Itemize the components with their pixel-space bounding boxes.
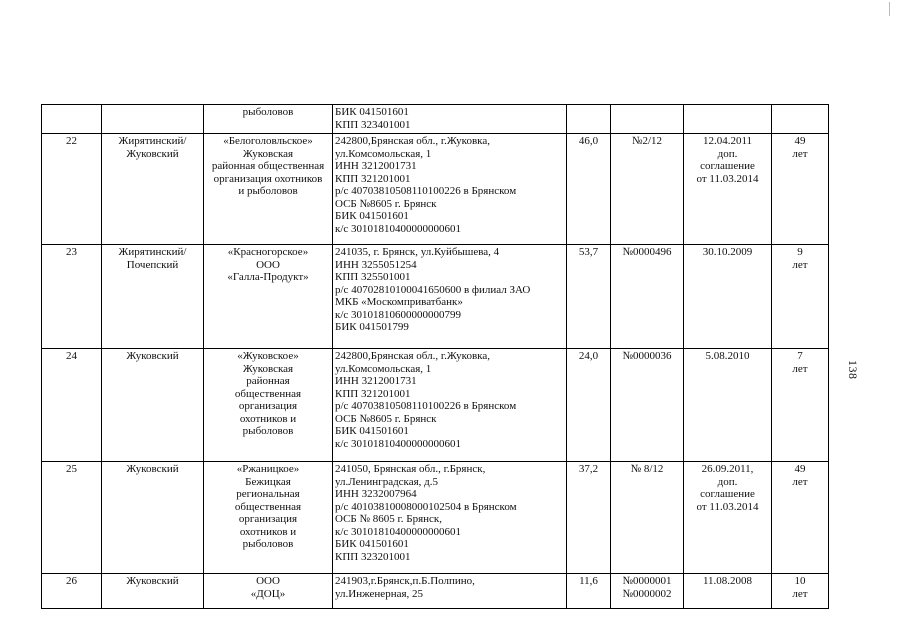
requisites-line: ИНН 3232007964 [335,488,417,500]
date-line: от 11.03.2014 [696,172,759,185]
org-line: и рыболовов [238,185,298,197]
term-line: лет [792,147,808,160]
cell-requisites [333,245,567,349]
table-row [42,134,829,245]
org-line: региональная [236,488,300,500]
area-value: 37,2 [578,463,599,475]
requisites-line: ОСБ № 8605 г. Брянск, [335,513,442,525]
requisites-line: БИК 041501601 [335,210,409,222]
page-edge-mark [889,2,890,16]
district-line: Жуковский [126,147,179,160]
requisites-line: к/с 30101810400000000601 [335,525,462,538]
requisites-line: ОСБ №8605 г. Брянск [335,412,437,425]
date-line: 5.08.2010 [705,350,750,362]
date-line: соглашение [700,488,755,500]
cell-org [204,245,333,349]
cell-doc-no [611,134,684,245]
org-line: охотников и [239,412,297,425]
num-value: 26 [66,575,77,587]
requisites-line: к/с 30101810400000000601 [335,437,462,450]
cell-requisites [333,349,567,462]
org-line: районная общественная [211,160,325,172]
requisites-line: ОСБ №8605 г. Брянск [335,197,437,210]
date-line: 30.10.2009 [702,246,753,258]
num-value: 23 [66,246,77,258]
doc-no-line: №0000036 [622,350,672,362]
term-line: лет [792,362,808,375]
org-line: «Ржаницкое» [236,463,300,475]
cell-area [567,105,611,134]
term-line: 49 [794,463,806,475]
cell-term [772,105,829,134]
cell-date [684,349,772,462]
cell-district [102,245,204,349]
doc-no-line: №2/12 [631,135,663,147]
cell-num [42,245,102,349]
requisites-line: ул.Комсомольская, 1 [335,362,432,375]
date-line: 26.09.2011, [701,463,754,475]
date-line: 12.04.2011 [702,135,753,147]
cell-doc-no [611,245,684,349]
cell-org [204,462,333,574]
district-line: Жирятинский/ [118,246,187,258]
term-line: 10 [794,575,806,587]
cell-area [567,349,611,462]
cell-org [204,134,333,245]
org-line: «Галла-Продукт» [227,271,309,283]
org-line: «Красногорское» [227,246,309,258]
requisites-line: к/с 30101810600000000799 [335,308,462,321]
term-line: лет [792,258,808,271]
requisites-line: р/с 40703810508110100226 в Брянском [335,185,517,197]
org-line: «Белоголовльское» [223,135,313,147]
org-line: рыболовов [242,538,294,550]
cell-doc-no [611,349,684,462]
org-line: рыболовов [242,425,294,437]
cell-date [684,462,772,574]
requisites-line: ИНН 3255051254 [335,258,417,271]
requisites-line: ИНН 3212001731 [335,160,417,172]
district-line: Жуковский [126,575,179,587]
num-value: 25 [66,463,77,475]
requisites-line: ИНН 3212001731 [335,375,417,387]
cell-date [684,245,772,349]
org-line: общественная [234,500,302,513]
district-line: Жирятинский/ [118,135,187,147]
district-line: Жуковский [126,463,179,475]
cell-term [772,349,829,462]
cell-num [42,105,102,134]
requisites-line: БИК 041501799 [335,321,409,333]
requisites-line: 241903,г.Брянск,п.Б.Полпино, [335,575,475,587]
cell-area [567,574,611,609]
requisites-line: р/с 40703810508110100226 в Брянском [335,400,517,412]
cell-district [102,462,204,574]
cell-area [567,245,611,349]
requisites-line: к/с 30101810400000000601 [335,222,462,235]
org-line: ООО [256,575,280,587]
term-line: 49 [794,135,806,147]
requisites-line: ул.Комсомольская, 1 [335,147,432,160]
cell-district [102,134,204,245]
table-row [42,245,829,349]
cell-date [684,134,772,245]
term-line: лет [792,475,808,488]
date-line: доп. [717,147,738,160]
requisites-line: МКБ «Москомприватбанк» [335,296,463,308]
org-line: организация [238,400,298,412]
district-line: Жуковский [126,350,179,362]
requisites-line: ул.Инженерная, 25 [335,587,424,600]
date-line: доп. [717,475,738,488]
num-value: 24 [66,350,77,362]
date-line: соглашение [700,160,755,172]
requisites-line: КПП 321201001 [335,387,411,400]
num-value: 22 [66,135,77,147]
term-line: 9 [797,246,803,258]
doc-no-line: №0000002 [622,587,672,600]
cell-area [567,462,611,574]
cell-num [42,349,102,462]
cell-term [772,462,829,574]
org-line: общественная [234,387,302,400]
org-line: Жуковская [242,362,294,375]
org-line: ООО [256,258,280,271]
requisites-line: р/с 40103810008000102504 в Брянском [335,500,517,513]
table-row [42,349,829,462]
cell-term [772,134,829,245]
org-line: организация охотников [213,172,323,185]
district-line: Почепский [126,258,179,271]
requisites-line: р/с 40702810100041650600 в филиал ЗАО [335,283,531,296]
cell-district [102,574,204,609]
requisites-line: ул.Ленинградская, д.5 [335,475,439,488]
cell-requisites [333,134,567,245]
table-row-continuation [42,105,829,134]
area-value: 11,6 [579,575,598,587]
cell-requisites [333,105,567,134]
cell-district [102,349,204,462]
cell-term [772,245,829,349]
org-line: «Жуковское» [237,350,299,362]
requisites-line: 242800,Брянская обл., г.Жуковка, [335,350,490,362]
org-line: Бежицкая [245,475,291,488]
cell-num [42,134,102,245]
area-value: 24,0 [578,350,599,362]
date-line: 11.08.2008 [702,575,753,587]
term-line: лет [792,587,808,600]
doc-no-line: № 8/12 [630,463,664,475]
page-number: 138 [846,360,860,380]
cell-requisites [333,462,567,574]
doc-no-line: №0000001 [622,575,672,587]
org-line: рыболовов [242,106,294,118]
cell-num [42,462,102,574]
org-line: районная [246,375,290,387]
requisites-line: БИК 041501601 [335,106,409,118]
cell-num [42,574,102,609]
cell-date [684,574,772,609]
cell-area [567,134,611,245]
requisites-line: 241035, г. Брянск, ул.Куйбышева, 4 [335,246,500,258]
requisites-line: КПП 321201001 [335,172,411,185]
hunting-grounds-table [41,104,829,609]
cell-org [204,105,333,134]
requisites-line: КПП 323401001 [335,118,411,131]
cell-doc-no [611,462,684,574]
cell-date [684,105,772,134]
requisites-line: 241050, Брянская обл., г.Брянск, [335,463,486,475]
cell-term [772,574,829,609]
cell-doc-no [611,574,684,609]
area-value: 46,0 [578,135,599,147]
cell-requisites [333,574,567,609]
cell-doc-no [611,105,684,134]
area-value: 53,7 [578,246,599,258]
org-line: организация [238,513,298,525]
requisites-line: 242800,Брянская обл., г.Жуковка, [335,135,490,147]
org-line: охотников и [239,525,297,538]
requisites-line: КПП 325501001 [335,271,411,283]
term-line: 7 [797,350,803,362]
requisites-line: БИК 041501601 [335,538,409,550]
cell-org [204,349,333,462]
org-line: Жуковская [242,147,294,160]
table-row [42,574,829,609]
requisites-line: БИК 041501601 [335,425,409,437]
org-line: «ДОЦ» [250,587,286,600]
cell-district [102,105,204,134]
date-line: от 11.03.2014 [696,500,759,513]
cell-org [204,574,333,609]
doc-no-line: №0000496 [622,246,672,258]
requisites-line: КПП 323201001 [335,550,411,563]
table-body [42,105,829,609]
table-row [42,462,829,574]
